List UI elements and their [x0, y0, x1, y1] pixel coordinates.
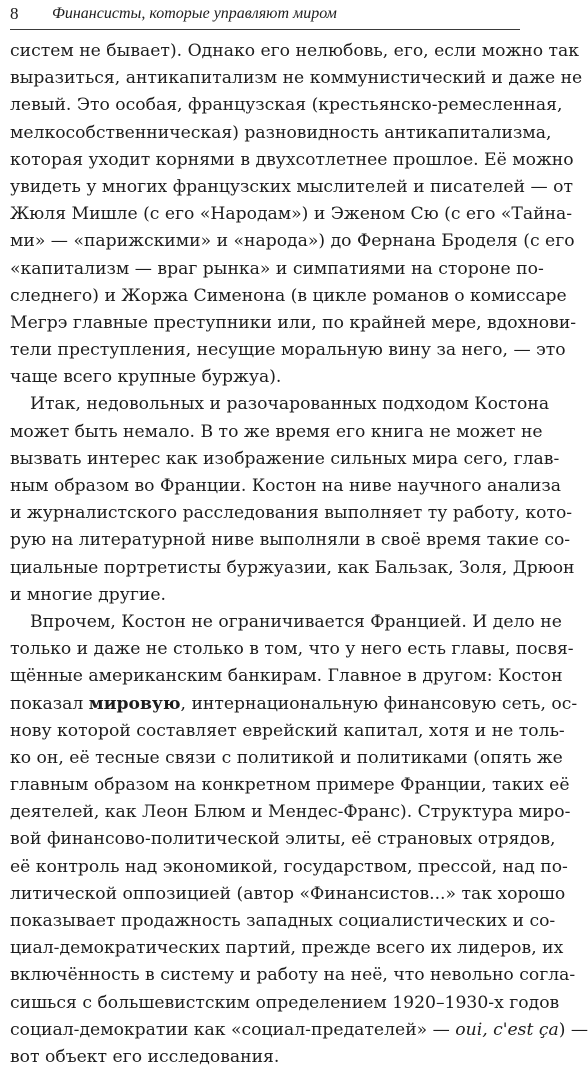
text-segment: , интернациональную финансовую сеть, ос-	[180, 693, 578, 714]
text-line: левый. Это особая, французская (крестьянско-ремесленная,	[10, 95, 563, 116]
text-segment: показал	[10, 693, 89, 714]
text-segment: социал-демократии как «социал-предателей» —	[10, 1019, 456, 1040]
text-line: ми» — «парижскими» и «народа») до Фернана Броделя (с его	[10, 231, 575, 252]
text-line: и журналистского расследования выполняет ту работу, кото-	[10, 503, 573, 524]
text-line: вой финансово-политической элиты, её страновых отрядов,	[10, 829, 556, 850]
text-line: Жюля Мишле (с его «Народам») и Эженом Сю (с его «Тайна-	[10, 204, 573, 225]
paragraph-first-line: Впрочем, Костон не ограничивается Францией. И дело не	[30, 611, 562, 632]
text-line: деятелей, как Леон Блюм и Мендес-Франс). Структура миро-	[10, 802, 571, 823]
page-number: 8	[10, 4, 19, 23]
text-line: чаще всего крупные буржуа).	[10, 367, 282, 388]
text-line: циал-демократических партий, прежде всего их лидеров, их	[10, 938, 564, 959]
text-line: щённые американским банкирам. Главное в другом: Костон	[10, 666, 563, 687]
body-text	[10, 38, 588, 1071]
text-segment: ) —	[558, 1019, 588, 1040]
text-line: следнего) и Жоржа Сименона (в цикле романов о комиссаре	[10, 285, 567, 306]
paragraph-first-line: Итак, недовольных и разочарованных подходом Костона	[30, 394, 550, 415]
text-line: литической оппозицией (автор «Финансистов...» так хорошо	[10, 883, 566, 904]
running-title: Финансисты, которые управляют миром	[52, 5, 337, 22]
text-line: систем не бывает). Однако его нелюбовь, его, если можно так	[10, 41, 580, 61]
text-line: только и даже не столько в том, что у него есть главы, посвя-	[10, 639, 574, 660]
bold-term: мировую	[88, 693, 181, 714]
text-line: вот объект его исследования.	[10, 1046, 280, 1067]
text-line: выразиться, антикапитализм не коммунистический и даже не	[10, 68, 583, 89]
text-line: показывает продажность западных социалистических и со-	[10, 911, 556, 931]
text-line: вызвать интерес как изображение сильных мира сего, глав-	[10, 448, 560, 469]
text-line-with-emphasis	[10, 1017, 588, 1044]
text-line: ко он, её тесные связи с политикой и политиками (опять же	[10, 747, 563, 768]
text-line: главным образом на конкретном примере Франции, таких её	[10, 775, 570, 796]
text-line: и многие другие.	[10, 584, 166, 605]
text-line: которая уходит корнями в двухсотлетнее прошлое. Её можно	[10, 149, 574, 170]
text-line: Мегрэ главные преступники или, по крайней мере, вдохнови-	[10, 312, 577, 333]
text-line: увидеть у многих французских мыслителей и писателей — от	[10, 176, 574, 197]
text-line: рую на литературной ниве выполняли в своё время такие со-	[10, 530, 571, 551]
text-line: включённость в систему и работу на неё, что невольно согла-	[10, 965, 576, 986]
text-line: ным образом во Франции. Костон на ниве научного анализа	[10, 476, 561, 496]
page-header	[10, 2, 520, 30]
text-line: сишься с большевистским определением 1920–1930-х годов	[10, 992, 560, 1013]
text-line: её контроль над экономикой, государством, прессой, над по-	[10, 856, 568, 877]
text-line: мелкособственническая) разновидность антикапитализма,	[10, 122, 552, 143]
text-line: может быть немало. В то же время его книга не может не	[10, 421, 543, 442]
italic-phrase: oui, c'est ça	[455, 1019, 559, 1040]
text-line-with-emphasis	[10, 691, 578, 718]
text-line: нову которой составляет еврейский капитал, хотя и не толь-	[10, 720, 565, 741]
text-line: циальные портретисты буржуазии, как Бальзак, Золя, Дрюон	[10, 557, 575, 578]
text-line: тели преступления, несущие моральную вину за него, — это	[10, 340, 566, 361]
text-line: «капитализм — враг рынка» и симпатиями на стороне по-	[10, 258, 544, 279]
